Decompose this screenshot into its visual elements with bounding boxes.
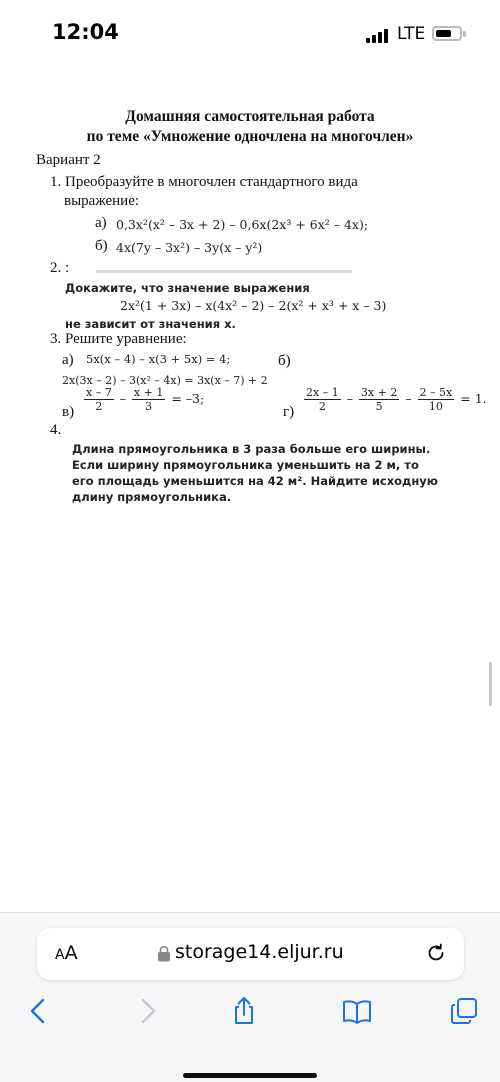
network-type: LTE (397, 24, 426, 44)
task4-line1: Длина прямоугольника в 3 раза больше его ширины. (72, 442, 431, 456)
home-indicator[interactable] (183, 1073, 317, 1078)
task1-b-expr: 4x(7y – 3x²) – 3y(x – y²) (116, 240, 263, 255)
lock-icon (157, 945, 171, 962)
reload-icon[interactable] (425, 942, 447, 964)
task1-a-expr: 0,3x²(x² – 3x + 2) – 0,6x(2x³ + 6x² – 4x); (116, 217, 369, 232)
battery-cap (463, 31, 466, 37)
task2-header: 2. : (50, 260, 70, 276)
task2-line2: 2x²(1 + 3x) – x(4x² – 2) – 2(x² + x³ + x – 3) (120, 298, 387, 313)
fraction: $\frac{3x + 2}{5}$ (360, 386, 398, 413)
task1-a-label: а) (95, 215, 107, 231)
cut-off-text (96, 270, 352, 273)
task4-header: 4. (50, 422, 62, 438)
task3-header: 3. Решите уравнение: (50, 331, 187, 347)
battery-icon (432, 26, 462, 41)
variant-label: Вариант 2 (36, 152, 101, 168)
address-bar[interactable] (37, 928, 464, 980)
task3-a-label: а) (62, 352, 74, 368)
task1-b-label: б) (95, 238, 108, 254)
tabs-icon[interactable] (449, 996, 479, 1026)
document-page (0, 62, 500, 912)
url-text[interactable]: storage14.eljur.ru (175, 941, 344, 963)
task1-header2: выражение: (64, 193, 140, 209)
doc-title-line1: Домашняя самостоятельная работа (125, 108, 375, 125)
task3-g-label: г) (283, 404, 295, 420)
back-icon[interactable] (24, 996, 54, 1026)
status-time: 12:04 (52, 20, 119, 44)
task2-line1: Докажите, что значение выражения (65, 281, 310, 295)
task4-line3: его площадь уменьшится на 42 м². Найдите исходную (72, 474, 438, 488)
forward-icon[interactable] (132, 996, 162, 1026)
task3-b-label: б) (278, 353, 291, 369)
fraction: $\frac{2x - 1}{2}$ (306, 386, 339, 413)
browser-toolbar (0, 912, 500, 1082)
fraction: $\frac{x + 1}{3}$ (133, 386, 164, 413)
status-bar (0, 0, 500, 62)
bookmarks-icon[interactable] (342, 996, 372, 1026)
share-icon[interactable] (229, 996, 259, 1026)
task3-v-equation: $\frac{x - 7}{2}$ – $\frac{x + 1}{3}$ = –3; (86, 386, 205, 413)
fraction: $\frac{x - 7}{2}$ (86, 386, 112, 413)
doc-title-line2: по теме «Умножение одночлена на многочлен» (86, 128, 414, 145)
task3-v-label: в) (62, 404, 75, 420)
task1-header: 1. Преобразуйте в многочлен стандартного вида (50, 174, 358, 190)
task3-b-expr: 2x(3x – 2) – 3(x² – 4x) = 3x(x – 7) + 2 (62, 374, 268, 387)
task4-line4: длину прямоугольника. (72, 490, 232, 504)
fraction: $\frac{2 - 5x}{10}$ (419, 386, 453, 413)
task4-line2: Если ширину прямоугольника уменьшить на 2 м, то (72, 458, 419, 472)
task3-g-equation: $\frac{2x - 1}{2}$ – $\frac{3x + 2}{5}$ – $\frac{2 - 5x}{10}$ = 1. (306, 386, 487, 413)
text-size-button[interactable]: AA (55, 942, 78, 964)
signal-icon (366, 27, 392, 43)
battery-level (436, 30, 451, 37)
scroll-indicator[interactable] (489, 662, 492, 706)
task3-a-expr: 5x(x – 4) – x(3 + 5x) = 4; (86, 352, 231, 366)
task2-line3: не зависит от значения x. (65, 317, 236, 331)
